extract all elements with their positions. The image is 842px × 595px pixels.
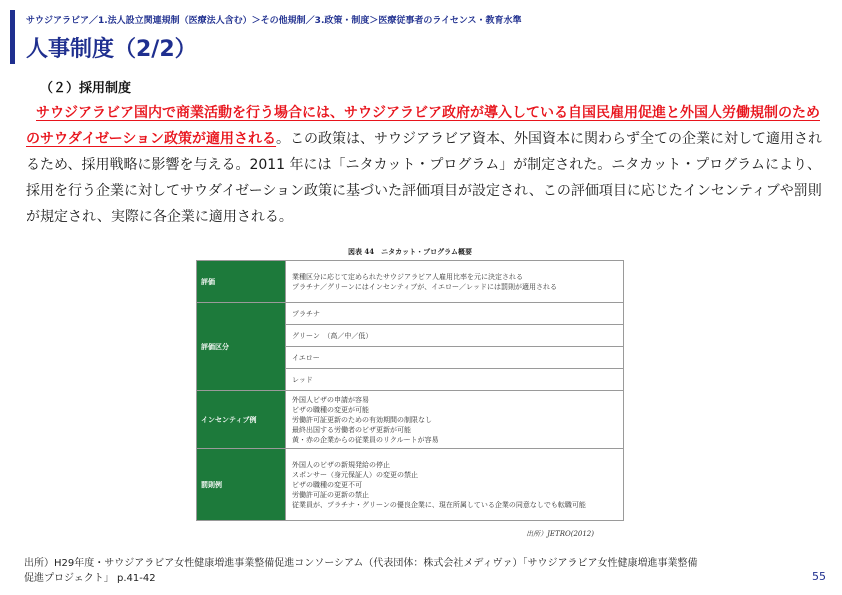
table-level-cell: プラチナ	[286, 303, 624, 325]
body-paragraph	[26, 100, 826, 230]
section-heading: （２）採用制度	[40, 81, 132, 96]
table-category-cell: インセンティブ例	[197, 391, 286, 449]
desc-line: 業種区分に応じて定められたサウジアラビア人雇用比率を元に決定される	[292, 272, 523, 281]
desc-line: ビザの職種の変更不可	[292, 480, 362, 489]
desc-line: 外国人ビザの申請が容易	[292, 395, 369, 404]
page-number: 55	[812, 570, 826, 583]
table-level-cell: イエロー	[286, 347, 624, 369]
nitaqat-table	[196, 260, 624, 521]
desc-line: 最終出国する労働者のビザ更新が可能	[292, 425, 411, 434]
table-row	[197, 391, 624, 449]
title-accent-bar	[10, 10, 15, 64]
table-desc-cell	[286, 449, 624, 521]
desc-line: 従業員が、プラチナ・グリーンの優良企業に、現在所属している企業の同意なしでも転職可能	[292, 500, 586, 509]
table-desc-cell	[286, 261, 624, 303]
table-category-cell: 評価区分	[197, 303, 286, 391]
paragraph-text: 。この政策は、サウジアラビア資本、外国資本に関わらず全ての企業に対して適用されるため、採用戦略に影響を与える。2011 年には「ニタカット・プログラム」が制定された。ニタカット・プログラムにより、採用を行う企業に対してサウダイゼーション政策に基づいた評価項目が設定され、この評価項目に応じたインセンティブや罰則が規定され、実際に各企業に適用される。	[26, 131, 823, 225]
desc-line: 外国人のビザの新規発給の停止	[292, 460, 390, 469]
table-row	[197, 303, 624, 325]
desc-line: スポンサー（身元保証人）の変更の禁止	[292, 470, 418, 479]
highlighted-text: サウジアラビア国内で商業活動を行う場合には、サウジアラビア政府が導入している自国民雇用促進と外国人労働規制のためのサウダイゼーション政策が適用される	[26, 105, 820, 147]
page-title: 人事制度（2/2）	[26, 37, 197, 62]
desc-line: ビザの職種の変更が可能	[292, 405, 369, 414]
table-level-cell: グリーン （高／中／低）	[286, 325, 624, 347]
table-row	[197, 449, 624, 521]
desc-line: 黄・赤の企業からの従業員のリクルートが容易	[292, 435, 439, 444]
breadcrumb: サウジアラビア／1.法人設立関連規制（医療法人含む）＞その他規制／3.政策・制度＞医療従事者のライセンス・教育水準	[26, 16, 522, 26]
table-desc-cell	[286, 391, 624, 449]
table-row	[197, 261, 624, 303]
desc-line: 労働許可証の更新の禁止	[292, 490, 369, 499]
figure-caption: 図表 44 ニタカット・プログラム概要	[347, 247, 473, 256]
footer-line: 促進プロジェクト」 p.41-42	[24, 573, 156, 584]
desc-line: 労働許可証更新のための有効期間の制限なし	[292, 415, 432, 424]
table-level-cell: レッド	[286, 369, 624, 391]
figure-source: 出所）JETRO(2012)	[526, 530, 594, 538]
desc-line: プラチナ／グリーンにはインセンティブが、イエロー／レッドには罰則が適用される	[292, 282, 557, 291]
footer-source	[24, 556, 784, 586]
table-category-cell: 罰則例	[197, 449, 286, 521]
table-category-cell: 評価	[197, 261, 286, 303]
figure-nitaqat	[196, 246, 624, 539]
footer-line: 出所）H29年度・サウジアラビア女性健康増進事業整備促進コンソーシアム（代表団体：株式会社メディヴァ）「サウジアラビア女性健康増進事業整備	[24, 558, 698, 569]
